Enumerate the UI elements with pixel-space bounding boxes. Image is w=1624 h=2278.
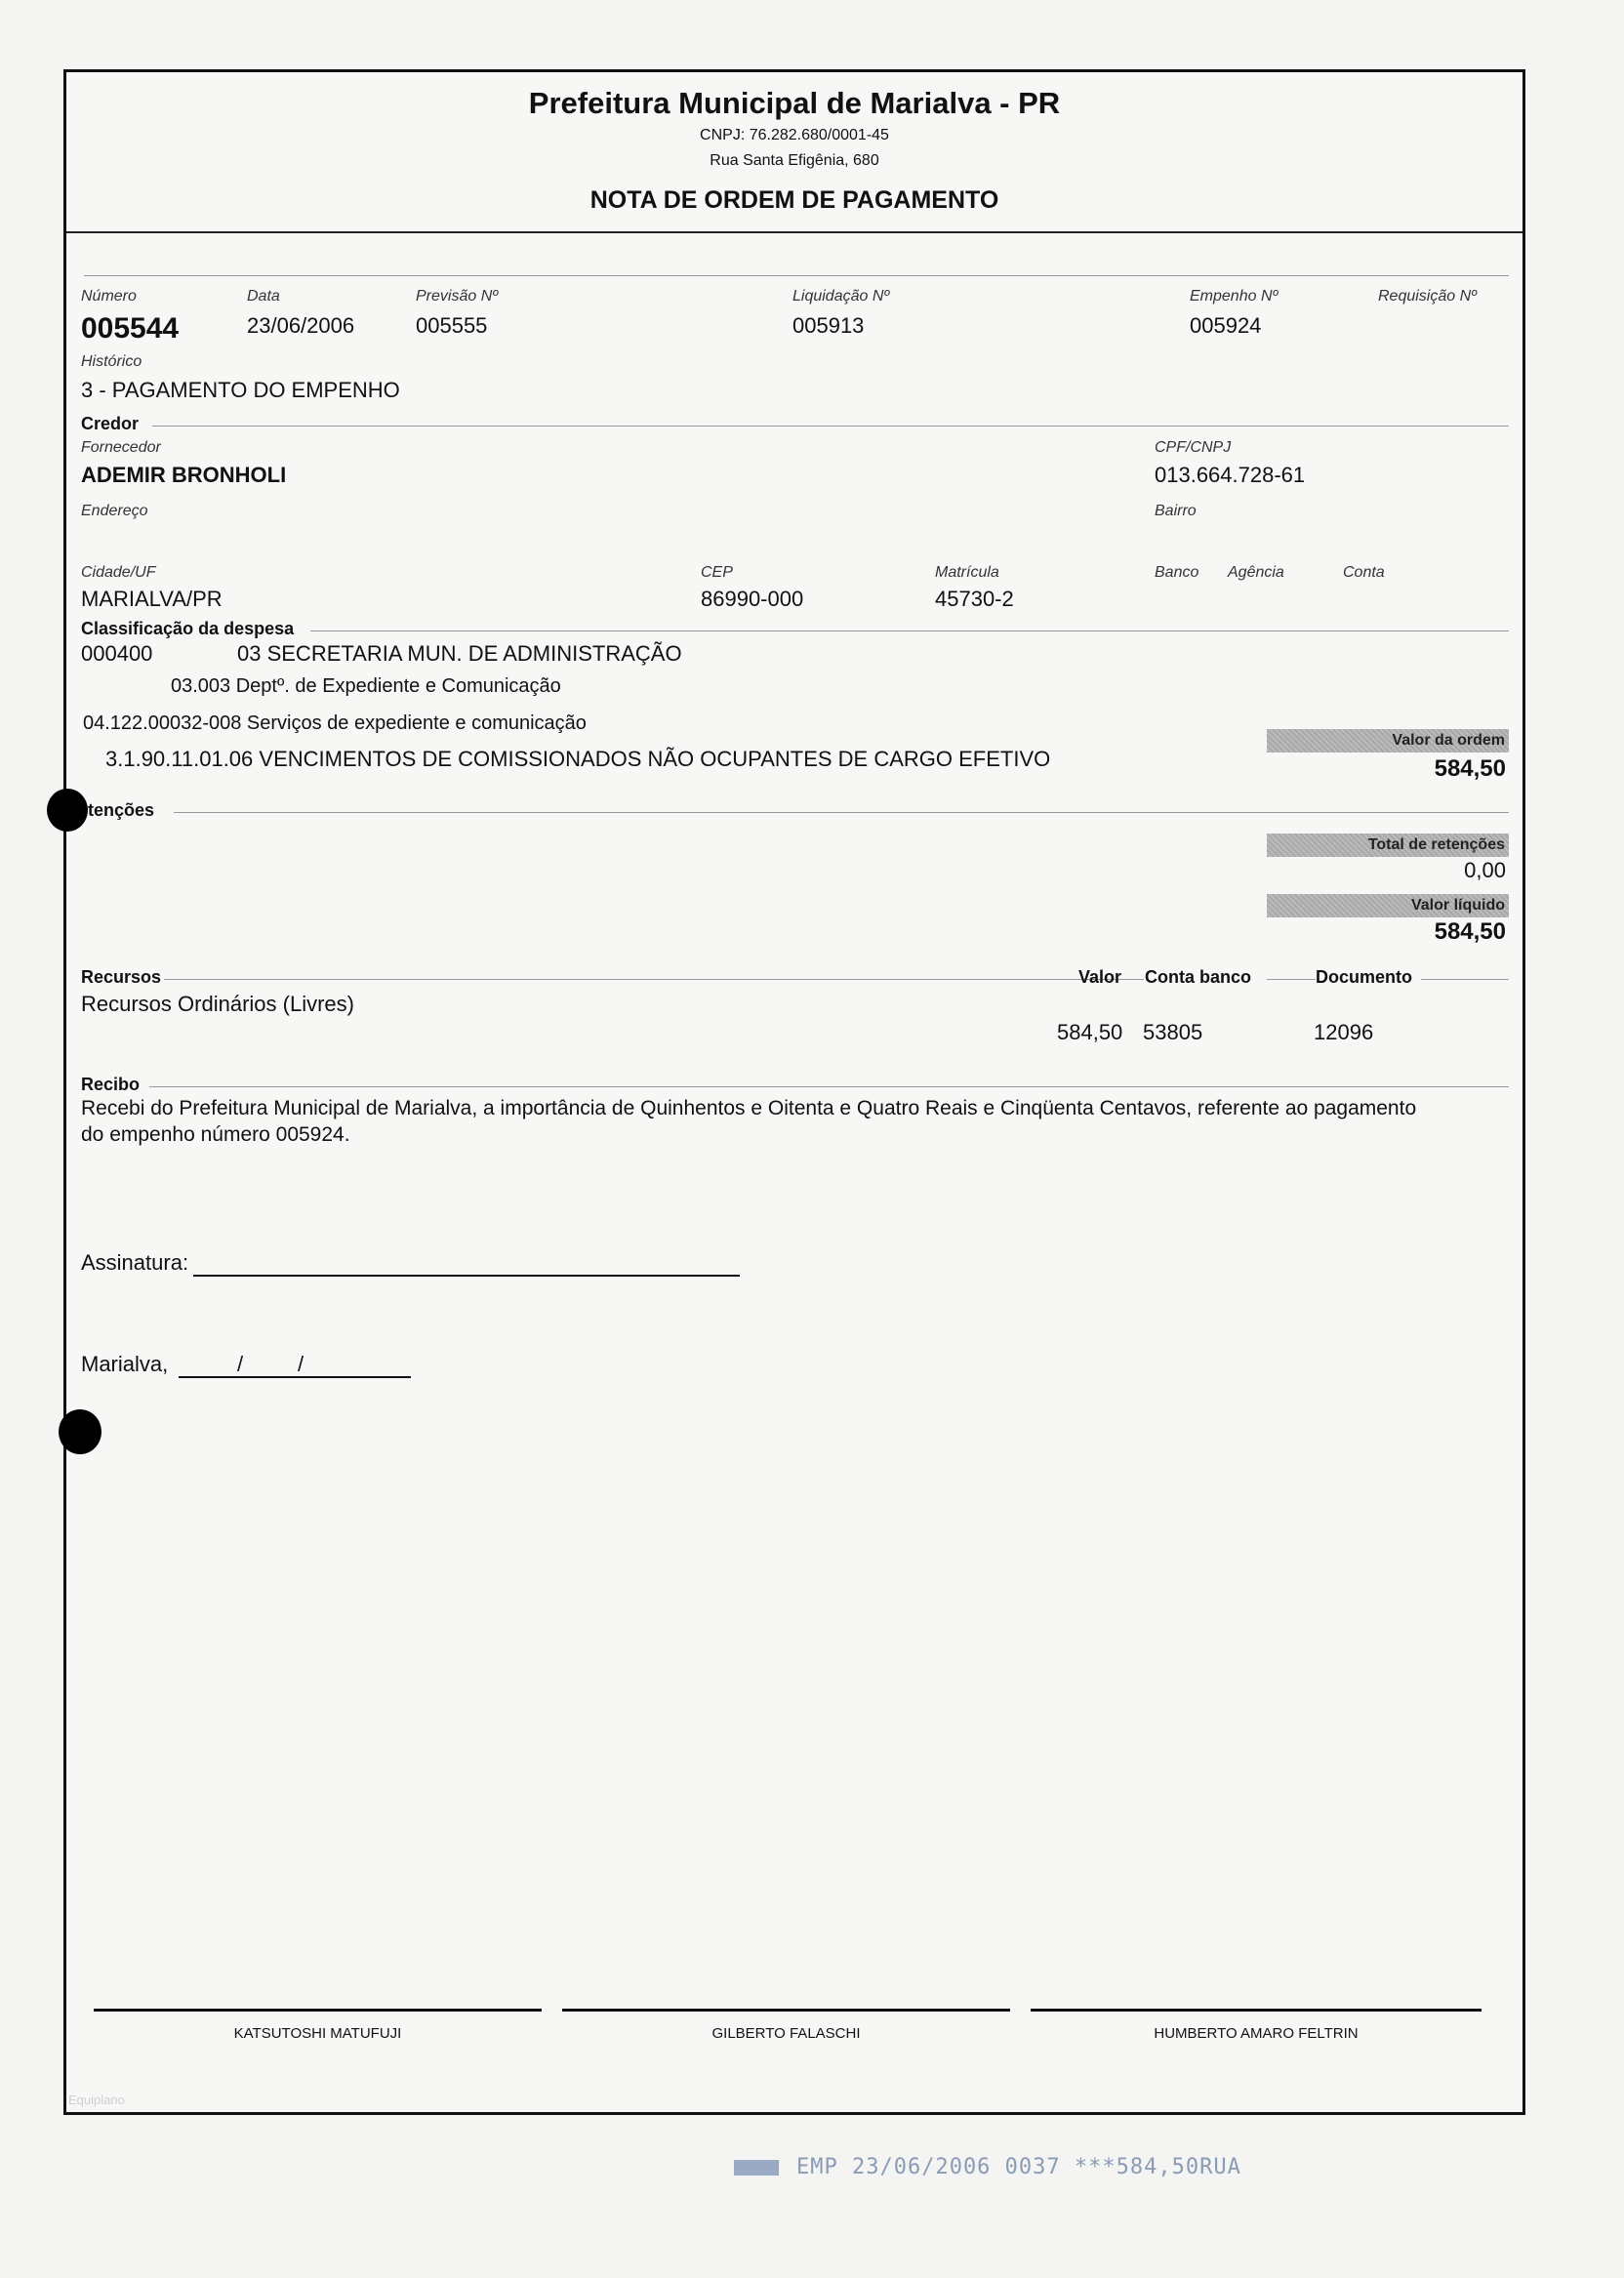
recursos-conta: 53805: [1143, 1020, 1203, 1044]
recursos-rule: [164, 979, 1140, 980]
stamp-text: EMP 23/06/2006 0037 ***584,50RUA: [796, 2155, 1241, 2179]
total-retencoes-label: Total de retenções: [1267, 834, 1509, 857]
assinatura-label: Assinatura:: [81, 1250, 189, 1275]
data-label: Data: [247, 288, 280, 305]
recursos-rule-3: [1267, 979, 1316, 980]
liquidacao-value: 005913: [792, 313, 865, 338]
cidade-value: MARIALVA/PR: [81, 587, 223, 611]
matricula-label: Matrícula: [935, 564, 999, 581]
liquidacao-label: Liquidação Nº: [792, 288, 890, 305]
cpf-value: 013.664.728-61: [1155, 463, 1306, 487]
requisicao-label: Requisição Nº: [1378, 288, 1477, 305]
endereco-label: Endereço: [81, 503, 148, 519]
signature-line-1: [94, 2009, 542, 2012]
valor-liquido-value: 584,50: [1434, 918, 1506, 945]
banco-label: Banco: [1155, 564, 1199, 581]
date-slash-1: /: [237, 1352, 244, 1376]
recursos-section: Recursos: [81, 967, 162, 987]
top-rule: [84, 275, 1509, 276]
cpf-label: CPF/CNPJ: [1155, 439, 1232, 456]
recibo-section: Recibo: [81, 1075, 141, 1094]
recursos-rule-4: [1421, 979, 1509, 980]
scan-hole: [47, 789, 88, 832]
local-label: Marialva,: [81, 1352, 169, 1376]
valor-ordem-value: 584,50: [1434, 755, 1506, 782]
assinatura-line: [193, 1275, 740, 1277]
signature-line-2: [562, 2009, 1010, 2012]
numero-value: 005544: [81, 312, 180, 345]
bairro-label: Bairro: [1155, 503, 1197, 519]
bank-stamp: [734, 2155, 1241, 2179]
cidade-label: Cidade/UF: [81, 564, 156, 581]
recursos-rule-2: [1130, 979, 1144, 980]
credor-section: Credor: [81, 414, 140, 433]
agencia-label: Agência: [1228, 564, 1284, 581]
stamp-mark-icon: [734, 2160, 779, 2176]
classificacao-elemento: 3.1.90.11.01.06 VENCIMENTOS DE COMISSIONADOS NÃO OCUPANTES DE CARGO EFETIVO: [105, 747, 1051, 771]
cep-label: CEP: [701, 564, 733, 581]
scan-hole-2: [59, 1409, 102, 1454]
data-value: 23/06/2006: [247, 313, 355, 338]
fornecedor-value: ADEMIR BRONHOLI: [81, 463, 287, 487]
page-title: Prefeitura Municipal de Marialva - PR: [528, 86, 1061, 120]
signature-name-3: HUMBERTO AMARO FELTRIN: [1154, 2025, 1359, 2042]
signature-name-2: GILBERTO FALASCHI: [711, 2025, 861, 2042]
classificacao-secretaria: 03 SECRETARIA MUN. DE ADMINISTRAÇÃO: [237, 641, 682, 666]
credor-rule: [152, 426, 1509, 427]
recursos-valor-header: Valor: [1078, 967, 1122, 987]
equiplano-watermark: Equiplano: [68, 2093, 125, 2107]
total-retencoes-value: 0,00: [1464, 858, 1506, 882]
recursos-documento: 12096: [1314, 1020, 1374, 1044]
recursos-descricao: Recursos Ordinários (Livres): [81, 992, 354, 1016]
classificacao-section: Classificação da despesa: [81, 619, 295, 638]
valor-ordem-label: Valor da ordem: [1267, 729, 1509, 753]
recibo-text-line2: do empenho número 005924.: [81, 1123, 350, 1146]
numero-label: Número: [81, 288, 137, 305]
signature-line-3: [1031, 2009, 1482, 2012]
retencoes-rule: [174, 812, 1509, 813]
recursos-valor: 584,50: [1057, 1020, 1123, 1044]
recursos-documento-header: Documento: [1316, 967, 1412, 987]
historico-label: Histórico: [81, 353, 142, 370]
signature-name-1: KATSUTOSHI MATUFUJI: [233, 2025, 402, 2042]
recibo-rule: [149, 1086, 1509, 1087]
historico-value: 3 - PAGAMENTO DO EMPENHO: [81, 378, 400, 402]
recibo-text-line1: Recebi do Prefeitura Municipal de Marialva, a importância de Quinhentos e Oitenta e Quatro Reais e Cinqüenta Centavos, referente ao pagamento: [81, 1097, 1417, 1119]
date-line: [179, 1376, 411, 1378]
matricula-value: 45730-2: [935, 587, 1014, 611]
header-divider: [66, 231, 1522, 233]
address-text: Rua Santa Efigênia, 680: [710, 152, 879, 169]
cnpj-text: CNPJ: 76.282.680/0001-45: [700, 127, 889, 143]
classificacao-departamento: 03.003 Deptº. de Expediente e Comunicação: [171, 675, 561, 697]
document-title: NOTA DE ORDEM DE PAGAMENTO: [589, 186, 999, 214]
document-frame: [63, 69, 1525, 2115]
recursos-conta-header: Conta banco: [1145, 967, 1252, 987]
previsao-value: 005555: [416, 313, 488, 338]
valor-liquido-label: Valor líquido: [1267, 894, 1509, 917]
classificacao-programa: 04.122.00032-008 Serviços de expediente e comunicação: [83, 712, 587, 734]
cep-value: 86990-000: [701, 587, 804, 611]
conta-label: Conta: [1343, 564, 1385, 581]
classificacao-code: 000400: [81, 641, 153, 666]
retencoes-section: tenções: [88, 800, 155, 820]
previsao-label: Previsão Nº: [416, 288, 499, 305]
fornecedor-label: Fornecedor: [81, 439, 161, 456]
empenho-value: 005924: [1190, 313, 1262, 338]
empenho-label: Empenho Nº: [1190, 288, 1279, 305]
date-slash-2: /: [298, 1352, 304, 1376]
